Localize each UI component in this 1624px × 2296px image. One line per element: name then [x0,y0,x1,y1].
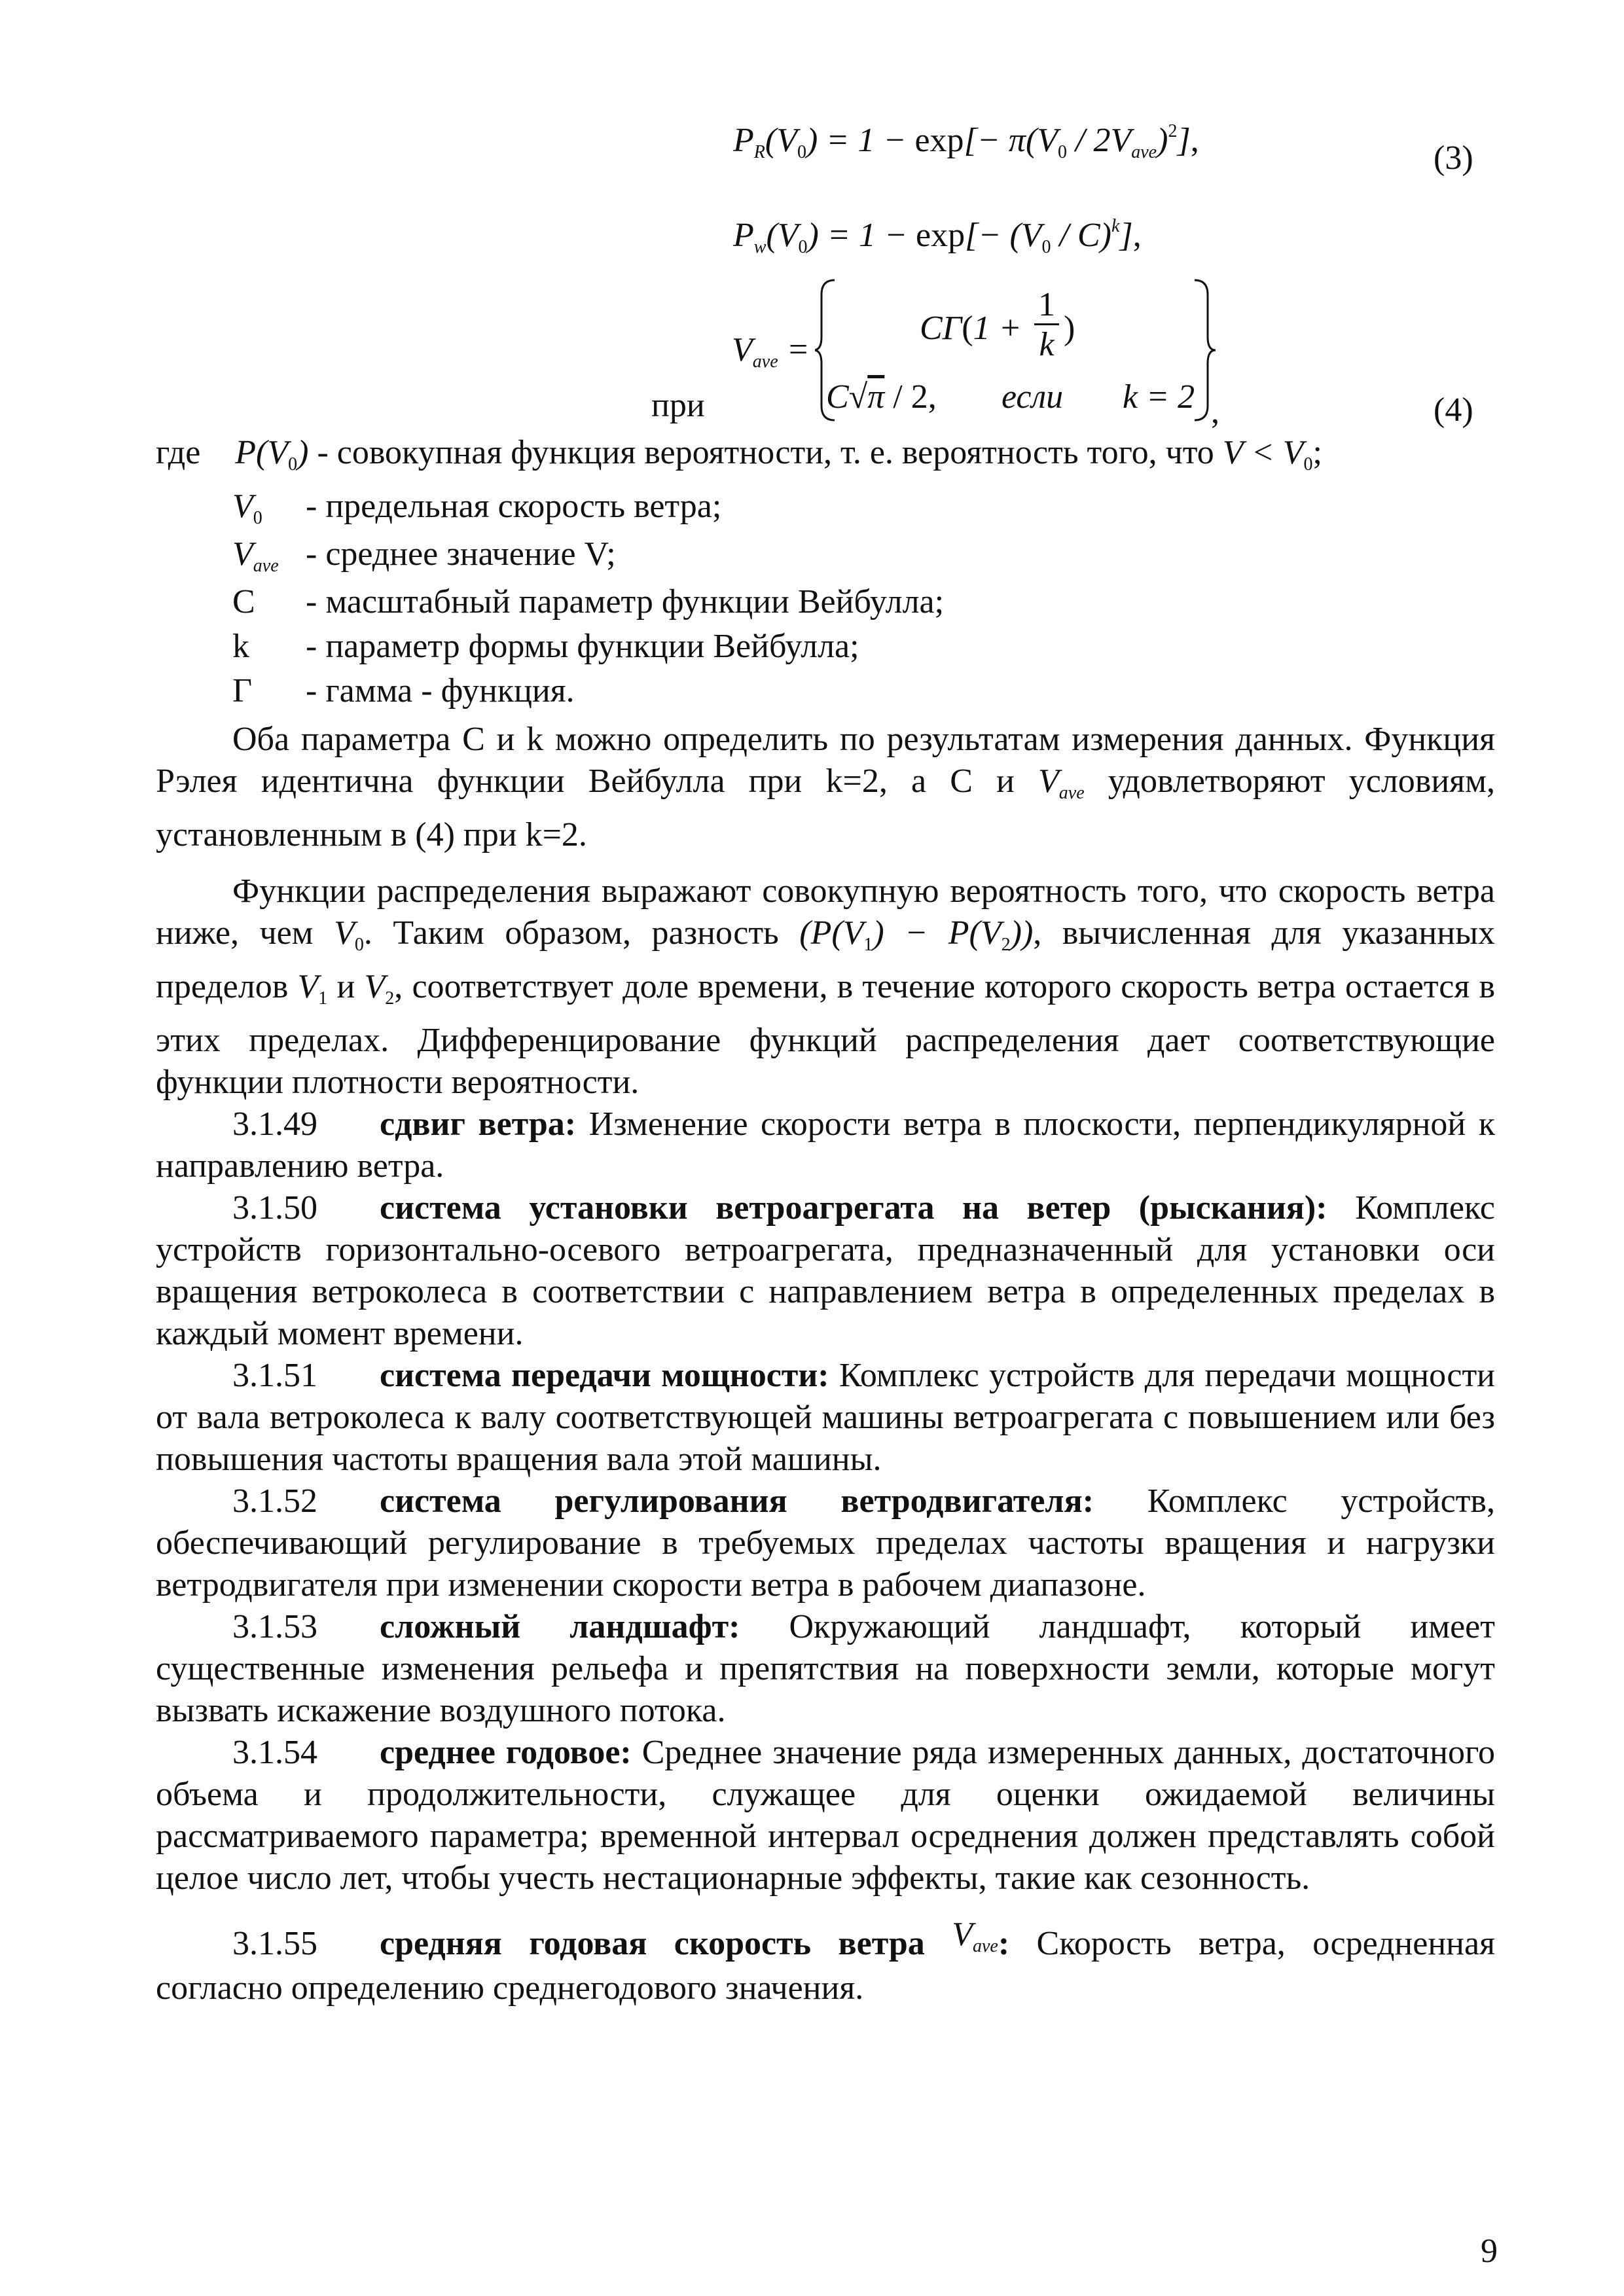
term-text: Изменение скорости ветра в плоскости, перпендикулярной к направлению ветра. [156,1105,1495,1185]
term-text: Окружающий ландшафт, который имеет существенные изменения рельефа и препятствия на поверхности земли, которые могут вызвать искажение воздушного потока. [156,1608,1495,1729]
term-text: Скорость ветра, осредненная согласно определению среднегодового значения. [156,1925,1495,2007]
term-number: 3.1.51 [232,1357,317,1394]
term-text: Среднее значение ряда измеренных данных, достаточного объема и продолжительности, служащее для оценки ожидаемой величины рассматриваемого параметра; временной интервал осреднения должен представлять собой целое число лет, чтобы учесть нестационарные эффекты, такие как сезонность. [156,1734,1496,1897]
equation-vave-comma: , [1211,393,1219,431]
where-line: где $P(V_0)$ - совокупная функция вероятности, т. е. вероятность того, что $V < V_0$; [156,434,1322,475]
paragraph-text: Оба параметра C и k можно определить по результатам измерения данных. Функция Рэлея идентична функции Вейбулла при k=2, а C и [156,721,1495,800]
definition-symbol: Г [232,672,253,709]
definition-text: - параметр формы функции Вейбулла; [306,628,859,665]
term-title: среднее годовое: [380,1734,632,1771]
paragraph-text: , вычисленная для указанных пределов [156,914,1496,1005]
term-text: Комплекс устройств для передачи мощности от вала ветроколеса к валу соответствующей машины ветроагрегата с повышением или без повышения частоты вращения вала этой машины. [156,1357,1495,1478]
paragraph-text: Функции распределения выражают совокупную вероятность того, что скорость ветра ниже, чем [156,872,1495,952]
equation-vave-rayleigh: C√π / 2, [826,378,937,416]
term-3-1-51 [156,1355,1495,1480]
paragraph-text: , соответствует доле времени, в течение которого скорость ветра остается в этих пределах. Дифференцирование функций распределения дает соответствующие функции плотности вероятности. [156,968,1496,1101]
term-3-1-54 [156,1732,1495,1899]
term-title: сдвиг ветра: [380,1105,577,1143]
equation-vave-paren: ) [1064,310,1075,347]
definition-symbol: $V_{ave}$ [232,535,279,576]
term-colon: : [998,1925,1010,1962]
paragraph-text: и [327,968,365,1005]
definition-text: - предельная скорость ветра; [306,488,722,525]
definition-v0 [232,486,721,539]
definition-symbol: $V_0$ [232,488,262,528]
equation-4-weibull: $P_w(V_0) = 1 - \exp[- (V_0 / C)^k]$, [733,216,1142,257]
where-inequality: $V < V_0$ [1222,434,1313,475]
equation-pri-word: при [651,387,705,424]
equation-4-number: (4) [1434,391,1473,429]
definition-gamma [232,670,575,712]
term-number: 3.1.52 [232,1482,317,1520]
definition-symbol: k [232,628,249,665]
equation-k-equals: k = 2 [1123,378,1195,416]
definition-text: - среднее значение V; [306,535,616,573]
term-title: средняя годовая скорость ветра [380,1925,925,1962]
page-number: 9 [1481,2233,1498,2270]
paragraph-text: . Таким образом, разность [363,914,800,952]
symbol-v1: $V_1$ [297,968,328,1009]
term-number: 3.1.54 [232,1734,317,1771]
term-3-1-55 [156,1914,1495,2009]
equation-3: $P_R(V_0) = 1 - \exp[- \pi(V_0 / 2V_{ave})^2]$, [733,121,1199,162]
equation-esli-word: если [1001,378,1064,416]
paragraph-distribution [156,870,1495,1103]
term-number: 3.1.53 [232,1608,317,1645]
term-title: система передачи мощности: [380,1357,829,1394]
paragraph-weibull-params [156,719,1495,856]
symbol-v0: $V_0$ [334,914,364,955]
definition-text: - гамма - функция. [306,672,575,709]
where-intro: где [156,434,201,471]
equation-vave-fraction: 1 k [1034,288,1059,362]
term-3-1-52 [156,1480,1495,1606]
where-text: - совокупная функция вероятности, т. е. вероятность того, что [308,434,1223,471]
formula-difference: $(P(V_1) - P(V_2))$ [799,914,1034,955]
term-number: 3.1.49 [232,1105,317,1143]
symbol-vave: $V_{ave}$ [952,1916,998,1956]
body-text [156,719,1495,2009]
definition-c [232,581,944,623]
symbol-v2: $V_2$ [364,968,395,1009]
term-text: Комплекс устройств, обеспечивающий регулирование в требуемых пределах частоты вращения и нагрузки ветродвигателя при изменении скорости ветра в рабочем диапазоне. [156,1482,1495,1604]
term-title: система регулирования ветродвигателя: [380,1482,1094,1520]
paragraph-text: удовлетворяют условиям, установленным в (4) при k=2. [156,762,1495,853]
term-number: 3.1.50 [232,1189,317,1227]
term-title: система установки ветроагрегата на ветер (рыскания): [380,1189,1327,1227]
symbol-vave: $V_{ave}$ [1038,762,1085,803]
equation-vave-gamma: CΓ(1 + [920,310,1022,347]
where-symbol-p: $P(V_0)$ [235,434,309,475]
term-3-1-50 [156,1187,1495,1355]
equation-vave-label: $V_{ave}$ = [732,331,810,372]
definition-symbol: C [232,583,255,620]
term-3-1-49 [156,1103,1495,1187]
term-3-1-53 [156,1606,1495,1732]
term-number: 3.1.55 [232,1925,317,1962]
definition-vave [232,533,616,587]
definition-k [232,626,859,668]
term-title: сложный ландшафт: [380,1608,740,1645]
equation-3-number: (3) [1434,139,1473,177]
term-text: Комплекс устройств горизонтально-осевого ветроагрегата, предназначенный для установки оси вращения ветроколеса в соответствии с направлением ветра в определенных пределах в каждый момент времени. [156,1189,1495,1352]
definition-text: - масштабный параметр функции Вейбулла; [306,583,945,620]
